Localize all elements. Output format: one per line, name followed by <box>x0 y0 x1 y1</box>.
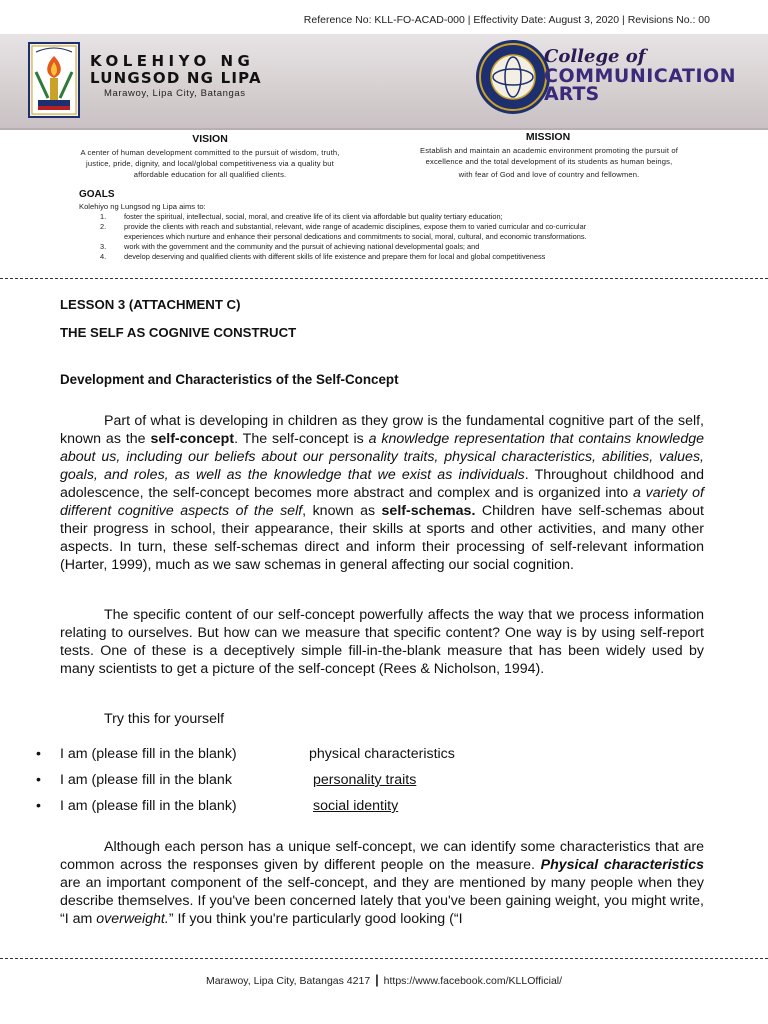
mission-text <box>384 145 714 180</box>
vision-line: A center of human development committed to the pursuit of wisdom, truth, <box>80 148 340 157</box>
footer-url[interactable]: https://www.facebook.com/KLLOfficial/ <box>383 975 563 987</box>
paragraph-2 <box>60 606 704 678</box>
text-run: Although each person has a unique self-concept, we can identify some characteristics that are common across the responses given by different people on the measure. <box>60 839 704 873</box>
section-heading: Development and Characteristics of the Self-Concept <box>60 372 399 387</box>
goals-intro: Kolehiyo ng Lungsod ng Lipa aims to: <box>79 202 206 211</box>
goal-text: develop deserving and qualified clients with different skills of life existence and prepare them for local and global competitiveness <box>124 252 546 261</box>
text-run: Children have self-schemas about their progress in school, their appearance, their skills at sports and other activities, and many other aspects. In turn, these self-schemas direct and inform their processing of self-relevant information (Harter, 1999), much as we saw schemas in general affecting our social cognition. <box>60 503 704 573</box>
fill-blank-value: physical characteristics <box>309 746 455 762</box>
italic-definition: a knowledge representation that contains knowledge about us, including our beliefs about our personality traits, physical characteristics, abilities, values, goals, and roles, as well as the knowledge that we exist as individuals <box>60 431 704 483</box>
lesson-title: THE SELF AS COGNIVE CONSTRUCT <box>60 325 297 340</box>
goal-text: work with the government and the community and the pursuit of achieving national developmental goals; and <box>124 242 480 251</box>
fill-blank-value: social identity <box>313 798 399 814</box>
mission-line: with fear of God and love of country and fellowmen. <box>458 170 640 179</box>
text-run: The specific content of our self-concept powerfully affects the way that we process information relating to ourselves. But how can we measure that specific content? One way is by using self-report tests. One of these is a deceptively simple fill-in-the-blank measure that has been widely used by many scientists to get a picture of the self-concept (Rees & Nicholson, 1994). <box>60 607 704 677</box>
mission-line: excellence and the total development of its students as human beings, <box>425 157 673 166</box>
fill-blank-label: I am (please fill in the blank <box>60 772 232 788</box>
vision-text <box>50 147 370 180</box>
header-divider <box>0 278 768 279</box>
fill-blank-item <box>36 746 455 762</box>
text-run: , known as <box>302 503 382 519</box>
goal-number: 1. <box>100 212 107 221</box>
goal-line: provide the clients with reach and substantial, relevant, wide range of academic disciplines, expose them to varied curricular and co-curricular <box>124 222 587 231</box>
paragraph-1 <box>60 412 704 574</box>
bullet-icon: • <box>36 746 41 762</box>
italic-word: overweight. <box>96 911 169 927</box>
italic-phrase: a variety of different cognitive aspects of the self <box>60 485 704 519</box>
college-name-line1: College of <box>544 46 646 67</box>
goal-text <box>124 222 700 242</box>
goal-number: 3. <box>100 242 107 251</box>
goals-title: GOALS <box>79 189 115 200</box>
fill-blank-item <box>36 772 416 788</box>
goal-item <box>100 242 700 252</box>
college-name-line3: ARTS <box>544 83 600 105</box>
kll-seal-logo <box>28 42 80 118</box>
mission-line: Establish and maintain an academic environment promoting the pursuit of <box>419 146 678 155</box>
vision-line: affordable education for all qualified clients. <box>133 170 287 179</box>
mission-title: MISSION <box>525 131 571 143</box>
bold-term: self-schemas. <box>381 503 476 519</box>
college-name-line2: COMMUNICATION <box>544 65 737 87</box>
footer <box>0 972 768 987</box>
goal-line: experiences which nurture and enhance their personal dedications and commitments to social, moral, cultural, and economic transformations. <box>124 232 587 241</box>
header-banner <box>0 34 768 130</box>
goal-number: 4. <box>100 252 107 261</box>
reference-line: Reference No: KLL-FO-ACAD-000 | Effectivity Date: August 3, 2020 | Revisions No.: 00 <box>303 14 710 26</box>
bullet-icon: • <box>36 772 41 788</box>
footer-separator: | <box>375 972 379 987</box>
school-address: Marawoy, Lipa City, Batangas <box>104 88 246 99</box>
school-name-line2: LUNGSOD NG LIPA <box>90 69 262 87</box>
goal-item <box>100 222 700 242</box>
try-prompt: Try this for yourself <box>104 711 225 727</box>
goal-item <box>100 212 700 222</box>
text-run: . Throughout childhood and adolescence, the self-concept becomes more abstract and complex and is organized into <box>60 467 704 501</box>
fill-blank-label: I am (please fill in the blank) <box>60 798 237 814</box>
bullet-icon: • <box>36 798 41 814</box>
text-run: are an important component of the self-concept, and they are mentioned by many people when they describe themselves. If you've been concerned lately that you've been gaining weight, you might write, “I am <box>60 875 704 927</box>
bold-term: self-concept <box>150 431 235 447</box>
fill-blank-item <box>36 798 398 814</box>
goal-text: foster the spiritual, intellectual, social, moral, and creative life of its client via affordable but quality tertiary education; <box>124 212 503 221</box>
goals-list <box>100 212 700 262</box>
vision-title: VISION <box>192 133 228 145</box>
vision-line: justice, pride, dignity, and local/global competitiveness via a quality but <box>86 159 334 168</box>
goal-item <box>100 252 700 262</box>
school-name-line1: KOLEHIYO NG <box>90 52 255 70</box>
paragraph-3 <box>60 838 704 928</box>
text-run: ” If you think you're particularly good looking (“I <box>168 911 463 927</box>
fill-blank-value: personality traits <box>313 772 417 788</box>
footer-address: Marawoy, Lipa City, Batangas 4217 <box>205 975 371 987</box>
college-name <box>544 46 736 105</box>
lesson-number: LESSON 3 (ATTACHMENT C) <box>60 297 241 312</box>
school-name <box>90 52 262 99</box>
cca-seal-logo <box>474 38 552 116</box>
footer-divider <box>0 958 768 959</box>
text-run: . The self-concept is <box>234 431 369 447</box>
text-run: Part of what is developing in children as they grow is the fundamental cognitive part of the self, known as the <box>60 413 704 447</box>
goal-number: 2. <box>100 222 107 231</box>
bold-italic-term: Physical characteristics <box>540 857 704 873</box>
fill-blank-label: I am (please fill in the blank) <box>60 746 237 762</box>
